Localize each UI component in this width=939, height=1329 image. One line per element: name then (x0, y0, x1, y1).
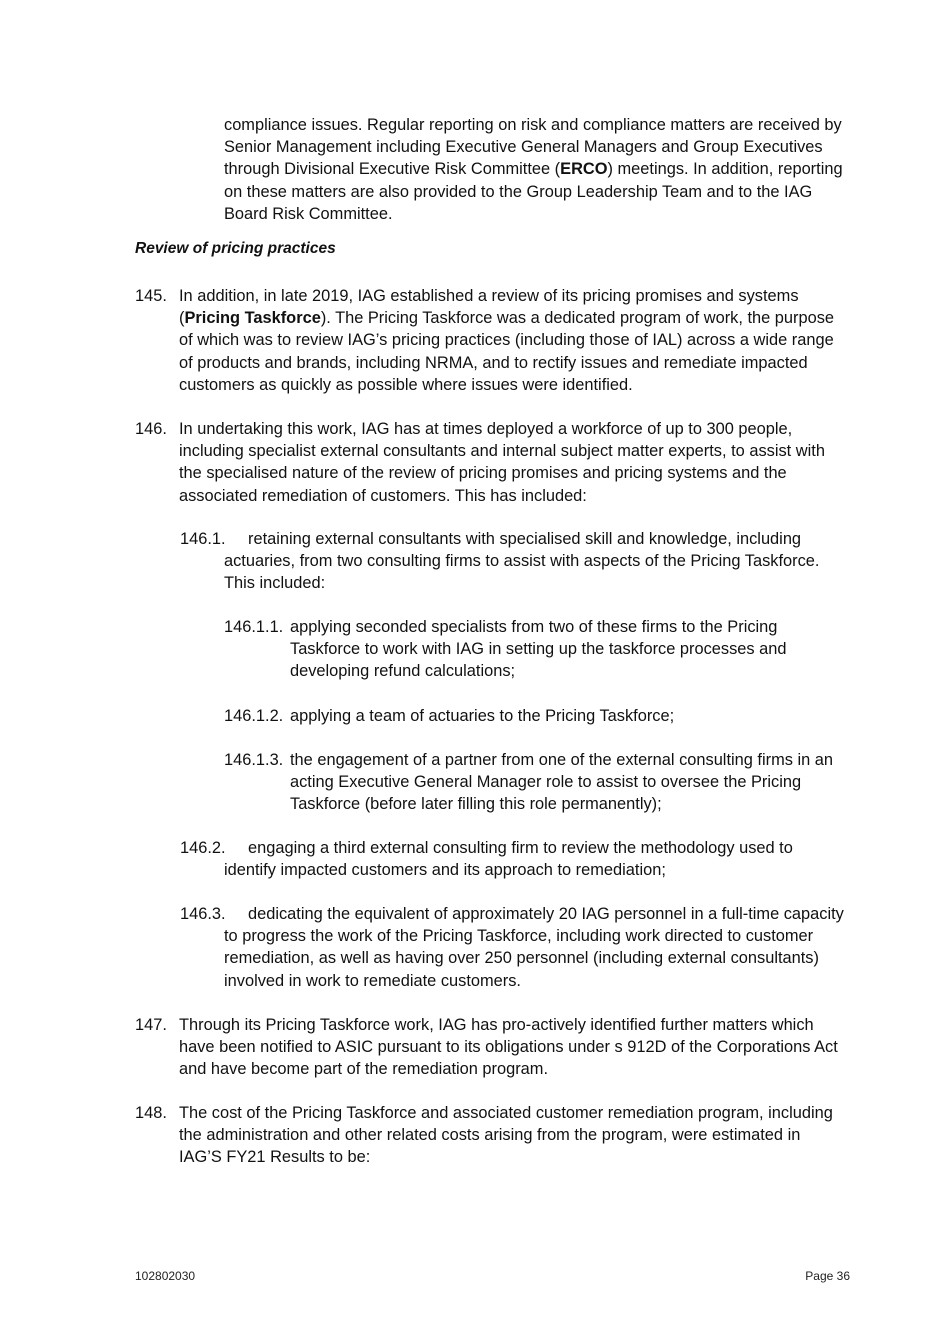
paragraph-146-1-1 (224, 616, 844, 683)
paragraph-text: 146.1.1. applying seconded specialists from two of these firms to the Pricing Taskforce to work with IAG in setting up the taskforce processes and developing refund calculations; (224, 618, 787, 681)
paragraph-number: 148. (135, 1104, 167, 1122)
intro-text-after: ) meetings. In addition, reporting on these matters are also provided to the Group Leadership Team and to the IAG Board Risk Committee. (224, 160, 843, 223)
paragraph-146 (135, 418, 844, 507)
paragraph-147 (135, 1014, 844, 1081)
paragraph-number: 146.1.1. (224, 618, 284, 636)
footer-doc-id: 102802030 (135, 1269, 196, 1283)
paragraph-number: 147. (135, 1016, 167, 1034)
defined-term: Pricing Taskforce (184, 309, 321, 328)
intro-paragraph (224, 114, 844, 225)
paragraph-146-1-3 (224, 749, 848, 816)
paragraph-number: 146.2. (180, 839, 226, 857)
paragraph-text: In undertaking this work, IAG has at times deployed a workforce of up to 300 people, including specialist external consultants and internal subject matter experts, to assist with the specialised nature of the review of pricing promises and pricing systems and the associated remediation of customers. This has included: (179, 420, 825, 505)
paragraph-146-1-2 (224, 705, 844, 727)
paragraph-number: 146. (135, 420, 167, 438)
paragraph-number: 146.1.3. (224, 751, 284, 769)
paragraph-text: 146.1. retaining external consultants with specialised skill and knowledge, including actuaries, from two consulting firms to assist with aspects of the Pricing Taskforce. This included: (180, 530, 820, 593)
paragraph-text: Through its Pricing Taskforce work, IAG has pro-actively identified further matters which have been notified to ASIC pursuant to its obligations under s 912D of the Corporations Act and have become part of the remediation program. (179, 1016, 838, 1079)
intro-text: compliance issues. Regular reporting on risk and compliance matters are received by Senior Management including Executive General Managers and Group Executives through Divisional Executive Risk Committee ( (224, 116, 842, 179)
paragraph-number: 146.1.2. (224, 707, 284, 725)
paragraph-145 (135, 285, 844, 396)
paragraph-146-1 (180, 528, 844, 595)
paragraph-text: 146.3. dedicating the equivalent of approximately 20 IAG personnel in a full-time capacity to progress the work of the Pricing Taskforce, including work directed to customer remediation, as well as having over 250 personnel (including external consultants) involved in work to remediate customers. (180, 905, 844, 990)
paragraph-146-3 (180, 903, 844, 992)
intro-bold-term: ERCO (560, 160, 608, 179)
paragraph-number: 145. (135, 287, 167, 305)
paragraph-number: 146.3. (180, 905, 226, 923)
paragraph-text: 146.2. engaging a third external consulting firm to review the methodology used to identify impacted customers and its approach to remediation; (180, 839, 793, 880)
paragraph-146-2 (180, 837, 844, 881)
paragraph-148 (135, 1102, 844, 1169)
paragraph-text: In addition, in late 2019, IAG established a review of its pricing promises and systems (Pricing Taskforce). The Pricing Taskforce was a dedicated program of work, the purpose of which was to review IAG’s pricing practices (including those of IAL) across a wide range of products and brands, including NRMA, and to rectify issues and remediate impacted customers as quickly as possible where issues were identified. (179, 287, 835, 394)
paragraph-number: 146.1. (180, 530, 226, 548)
paragraph-text: The cost of the Pricing Taskforce and associated customer remediation program, including the administration and other related costs arising from the program, were estimated in IAG’S FY21 Results to be: (179, 1104, 833, 1167)
footer-page-number: Page 36 (805, 1269, 850, 1283)
paragraph-text: 146.1.2. applying a team of actuaries to the Pricing Taskforce; (290, 705, 844, 727)
paragraph-text: 146.1.3. the engagement of a partner from one of the external consulting firms in an acting Executive General Manager role to assist to oversee the Pricing Taskforce (before later filling this role permanently); (224, 751, 834, 814)
section-heading: Review of pricing practices (135, 240, 336, 257)
